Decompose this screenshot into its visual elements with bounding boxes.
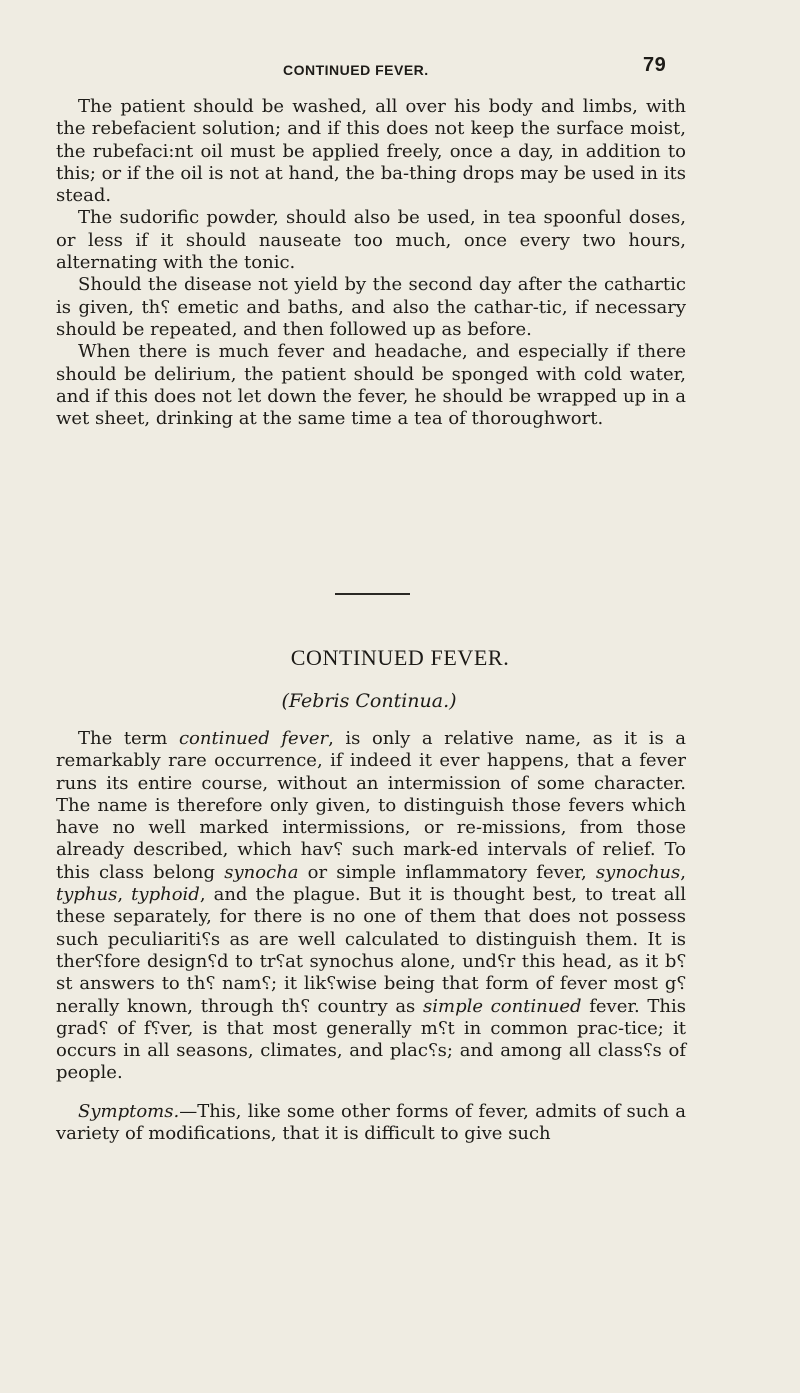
text-run: , and the plague. But it is thought best, to treat all these separately, for there is no one of them that does not possess such peculiariti⸮s as are well calculated to distinguish them. It is ther⸮fore design⸮d to tr⸮at synochus alone, und⸮r this head, as it b⸮st answers to th⸮ nam⸮; it lik⸮wise being that form of fever most g⸮nerally known, through th⸮ country as (56, 884, 687, 1017)
term-typhus: typhus (56, 884, 118, 906)
page-number: 79 (643, 54, 667, 76)
text-run: , (680, 861, 686, 883)
section-title: CONTINUED FEVER. (290, 645, 510, 670)
term-typhoid: typhoid (131, 884, 200, 906)
symptoms-heading: Symptoms. (78, 1100, 180, 1122)
term-synochus: synochus (595, 861, 681, 883)
paragraph-gap (56, 1085, 686, 1101)
text-run: fever. This grad⸮ of f⸮ver, is that most generally m⸮t in common prac-tice; it occurs in all seasons, climates, and plac⸮s; and among all class⸮s of people. (56, 995, 687, 1084)
paragraph-disease-yield: Should the disease not yield by the second day after the cathartic is given, th⸮ emetic and baths, and also the cathar-tic, if necessary should be repeated, and then followed up as before. (56, 274, 686, 340)
section-divider (335, 593, 410, 595)
text-run: —This, like some other forms of fever, admits of such a variety of modifications, that it is difficult to give such (56, 1100, 686, 1145)
text-run: The term (78, 728, 179, 749)
term-continued-fever: continued fever (178, 728, 329, 749)
paragraph-fever-headache: When there is much fever and headache, and especially if there should be delirium, the patient should be sponged with cold water, and if this does not let down the fever, he should be wrapped up in a wet sheet, drinking at the same time a tea of thoroughwort. (56, 341, 686, 430)
running-title: CONTINUED FEVER. (283, 62, 429, 78)
term-synocha: synocha (224, 861, 299, 883)
text-run: , (117, 884, 132, 906)
text-run: , is only a relative name, as it is a remarkably rare occurrence, if indeed it ever happens, that a fever runs its entire course, without an intermission of some character. The name is therefore only given, to distinguish those fevers which have no well marked intermissions, or re-missions, from those already described, which hav⸮ such mark-ed intervals of relief. To this class belong (56, 728, 686, 883)
paragraph-symptoms (56, 1101, 686, 1146)
paragraph-washing: The patient should be washed, all over his body and limbs, with the rebefacient solution; and if this does not keep the surface moist, the rubefaci:nt oil must be applied freely, once a day, in addition to this; or if the oil is not at hand, the ba-thing drops may be used in its stead. (56, 96, 686, 207)
section-subtitle: (Febris Continua.) (281, 690, 457, 712)
term-simple-continued: simple continued (423, 995, 582, 1017)
paragraph-definition (56, 728, 686, 1085)
section-1-text (56, 96, 686, 430)
text-run: or simple inflammatory fever, (298, 861, 596, 883)
paragraph-sudorific: The sudorific powder, should also be used, in tea spoonful doses, or less if it should nauseate too much, once every two hours, alternating with the tonic. (56, 207, 686, 274)
section-2-text (56, 728, 686, 1145)
